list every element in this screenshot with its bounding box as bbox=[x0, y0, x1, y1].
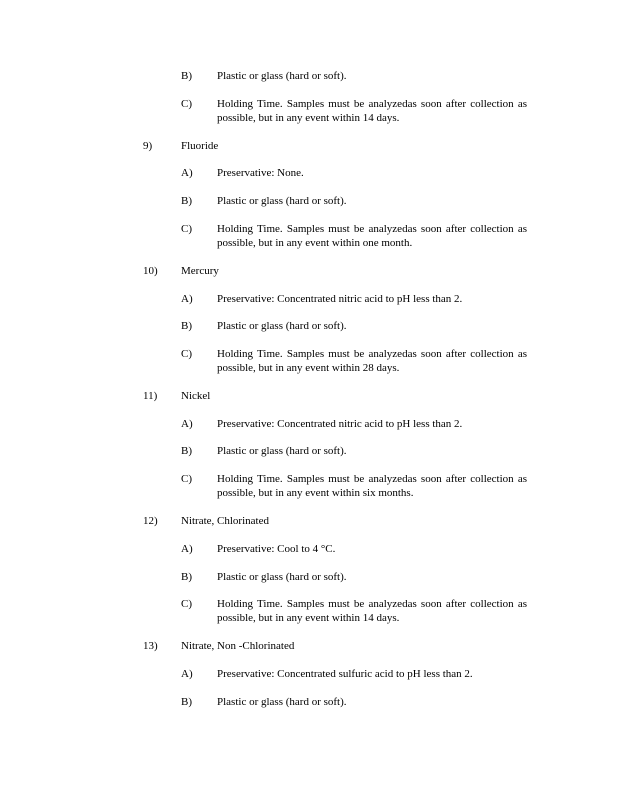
section-title: Nitrate, Chlorinated bbox=[181, 515, 269, 527]
item-letter: B) bbox=[181, 445, 192, 457]
item-letter: C) bbox=[181, 223, 192, 235]
item-letter: C) bbox=[181, 98, 192, 110]
item-letter: C) bbox=[181, 598, 192, 610]
item-text: Preservative: Concentrated sulfuric acid to pH less than 2. bbox=[217, 668, 473, 680]
item-letter: B) bbox=[181, 696, 192, 708]
section-number: 13) bbox=[143, 640, 158, 652]
item-text: Holding Time. Samples must be analyzedas soon after collection as possible, but in any event within 14 days. bbox=[217, 98, 527, 124]
item-letter: A) bbox=[181, 668, 193, 680]
item-text: Plastic or glass (hard or soft). bbox=[217, 571, 347, 583]
item-letter: C) bbox=[181, 473, 192, 485]
item-letter: A) bbox=[181, 293, 193, 305]
item-text: Plastic or glass (hard or soft). bbox=[217, 195, 347, 207]
item-text: Plastic or glass (hard or soft). bbox=[217, 445, 347, 457]
section-title: Mercury bbox=[181, 265, 219, 277]
item-text: Plastic or glass (hard or soft). bbox=[217, 70, 347, 82]
section-title: Fluoride bbox=[181, 140, 219, 152]
item-letter: A) bbox=[181, 167, 193, 179]
item-text: Plastic or glass (hard or soft). bbox=[217, 320, 347, 332]
item-text: Preservative: Concentrated nitric acid to pH less than 2. bbox=[217, 418, 463, 430]
section-number: 10) bbox=[143, 265, 158, 277]
item-text: Holding Time. Samples must be analyzedas soon after collection as possible, but in any event within six months. bbox=[217, 473, 527, 499]
item-letter: A) bbox=[181, 543, 193, 555]
section-title: Nitrate, Non -Chlorinated bbox=[181, 640, 295, 652]
item-letter: B) bbox=[181, 320, 192, 332]
item-text: Plastic or glass (hard or soft). bbox=[217, 696, 347, 708]
item-text: Holding Time. Samples must be analyzedas soon after collection as possible, but in any event within 14 days. bbox=[217, 598, 527, 624]
item-text: Preservative: Concentrated nitric acid to pH less than 2. bbox=[217, 293, 463, 305]
item-text: Holding Time. Samples must be analyzedas soon after collection as possible, but in any event within one month. bbox=[217, 223, 527, 249]
item-letter: B) bbox=[181, 195, 192, 207]
section-title: Nickel bbox=[181, 390, 211, 402]
item-letter: A) bbox=[181, 418, 193, 430]
section-number: 12) bbox=[143, 515, 158, 527]
item-letter: C) bbox=[181, 348, 192, 360]
item-letter: B) bbox=[181, 70, 192, 82]
item-letter: B) bbox=[181, 571, 192, 583]
section-number: 11) bbox=[143, 390, 158, 402]
section-number: 9) bbox=[143, 140, 153, 152]
item-text: Holding Time. Samples must be analyzedas soon after collection as possible, but in any event within 28 days. bbox=[217, 348, 527, 374]
item-text: Preservative: None. bbox=[217, 167, 304, 179]
item-text: Preservative: Cool to 4 °C. bbox=[217, 543, 336, 555]
